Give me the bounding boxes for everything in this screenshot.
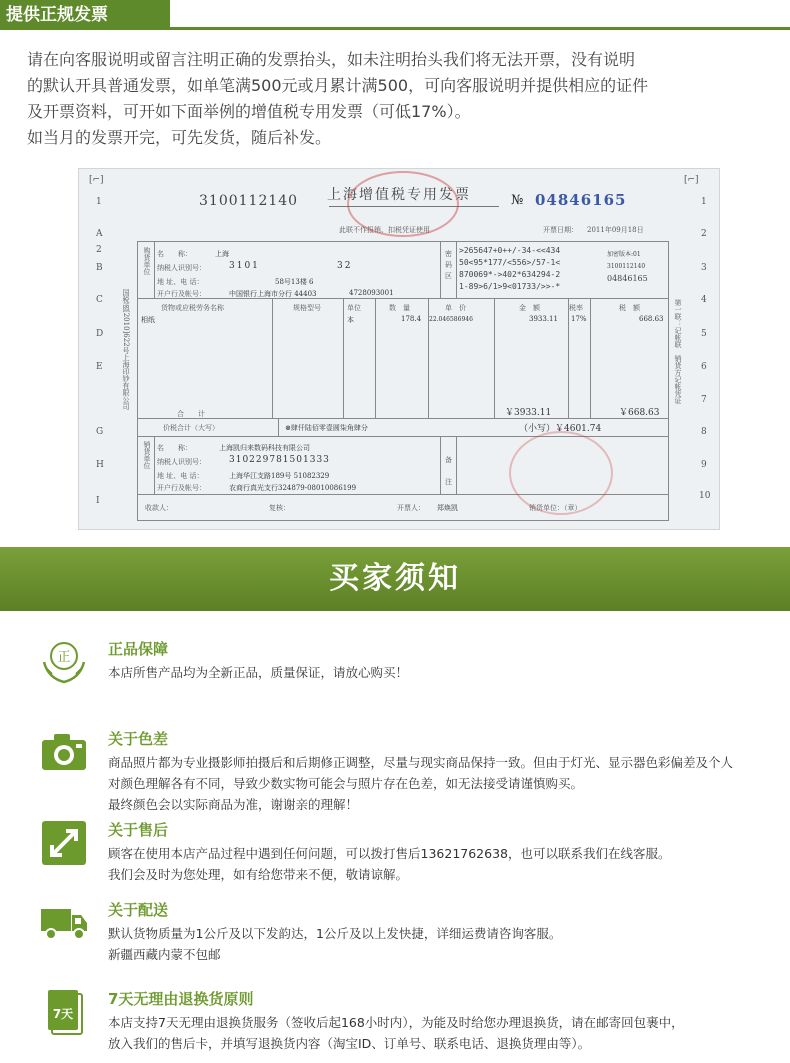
notice-color-difference (40, 728, 770, 812)
total-label: 合 计 (177, 410, 205, 418)
right-number: 10 (699, 491, 711, 501)
notice-line: 我们会及时为您处理，如有给您带来不便，敬请谅解。 (108, 867, 409, 882)
delivery-truck-icon (40, 899, 88, 947)
col-tax: 税 额 (619, 304, 640, 312)
invoice-date: 2011年09月18日 (587, 226, 644, 234)
authentic-hands-icon (40, 638, 88, 686)
camera-icon (40, 728, 88, 776)
item-tax: 668.63 (639, 315, 664, 323)
version-label: 加密版本:01 (607, 251, 641, 258)
version-code: 3100112140 (607, 263, 646, 270)
section-header (0, 0, 790, 33)
col-qty: 数 量 (389, 304, 410, 312)
notice-authentic (40, 638, 770, 698)
total-amount: ￥3933.11 (505, 408, 552, 418)
item-amount: 3933.11 (529, 315, 558, 323)
right-number: 2 (701, 229, 707, 239)
notice-line: 商品照片都为专业摄影师拍摄后和后期修正调整，尽量与现实商品保持一致。但由于灯光、显示器色彩偏差及个人 (108, 755, 734, 770)
notice-line: 默认货物质量为1公斤及以下发韵达，1公斤及以上发快捷，详细运费请咨询客服。 (108, 926, 562, 941)
intro-line: 请在向客服说明或留言注明正确的发票抬头，如未注明抬头我们将无法开票，没有说明 (27, 50, 636, 69)
drawer-label: 开票人： (397, 504, 425, 512)
buyer-side-label: 购货单位 (143, 247, 151, 275)
notice-seven-day-return (40, 988, 770, 1058)
buyer-bank-tail: 4728093001 (349, 289, 394, 297)
col-rate: 税率 (569, 304, 583, 312)
right-number: 6 (701, 362, 707, 372)
buyer-notice-banner (0, 547, 790, 611)
cipher-block (459, 245, 560, 293)
buyer-name-label: 名 称： (157, 250, 192, 258)
cipher-line: 870069*->402*634294-2 (459, 270, 561, 279)
printer-mark: 国税函[2010]622号上海印钞有限公司 (122, 289, 130, 410)
right-number: 8 (701, 427, 707, 437)
seven-day-icon-glyph: 7天 (52, 1007, 74, 1021)
buyer-tax-id: 3101 (229, 261, 260, 271)
item-name: 相纸 (141, 316, 155, 324)
grand-total-lower: （小写）￥4601.74 (519, 424, 602, 434)
left-letter: C (96, 295, 103, 305)
notice-title: 关于色差 (108, 730, 169, 748)
notice-line: 放入我们的售后卡，并填写退换货内容（淘宝ID、订单号、联系电话、退换货理由等）。 (108, 1036, 591, 1051)
version-number: 04846165 (607, 274, 648, 283)
authentic-icon-glyph: 正 (57, 650, 71, 665)
notice-body (108, 923, 768, 965)
left-letter: A (96, 229, 103, 239)
buyer-tax-label: 纳税人识别号： (157, 264, 206, 272)
version-block (607, 249, 648, 285)
left-number: 1 (96, 197, 102, 207)
intro-line: 的默认开具普通发票，如单笔满500元或月累计满500，可向客服说明并提供相应的证件 (27, 76, 649, 95)
seller-tax-id: 310229781501333 (229, 455, 330, 465)
notice-line: 对颜色理解各有不同，导致少数实物可能会与照片存在色差，如无法接受请谨慎购买。 (108, 776, 584, 791)
col-price: 单 价 (445, 304, 466, 312)
buyer-bank: 中国银行上海市分行 44403 (229, 290, 317, 298)
cipher-line: >265647+0++/-34-<<434 (459, 246, 561, 255)
buyer-name: 上海 (215, 250, 229, 258)
seller-name: 上海凯归来数码科技有限公司 (219, 444, 310, 452)
col-goods: 货物或应税劳务名称 (161, 304, 224, 312)
col-spec: 规格型号 (293, 304, 321, 312)
seller-bank-label: 开户行及帐号： (157, 484, 206, 492)
buyer-bank-label: 开户行及帐号： (157, 290, 206, 298)
left-number: 2 (96, 245, 102, 255)
item-qty: 178.4 (401, 315, 422, 323)
notice-line: 本店支持7天无理由退换货服务（签收后起168小时内），为能及时给您办理退换货，请在邮寄回包裹中， (108, 1015, 684, 1030)
buyer-tax-id-tail: 32 (337, 261, 353, 271)
notice-delivery (40, 899, 770, 969)
invoice-subtitle: 此联不作报销、扣税凭证使用 (339, 226, 430, 234)
buyer-address-label: 地 址、电 话： (157, 278, 204, 286)
notice-title: 正品保障 (108, 640, 169, 658)
right-number: 7 (701, 395, 707, 405)
section-header-line (170, 27, 790, 30)
notice-body (108, 662, 768, 683)
notice-line: 新疆西藏内蒙不包邮 (108, 947, 221, 962)
reviewer-label: 复核： (269, 504, 290, 512)
notice-body (108, 752, 768, 815)
invoice-number-prefix: № (511, 193, 524, 208)
date-label: 开票日期： (543, 226, 578, 234)
seal-label: 销货单位：（章） (529, 504, 582, 512)
copy-label: 第一联：记帐联 销货方记帐凭证 (674, 299, 682, 404)
seven-day-return-icon (40, 988, 88, 1036)
left-letter: B (96, 263, 103, 273)
left-letter: D (96, 329, 104, 339)
notice-title: 关于售后 (108, 821, 169, 839)
seller-bank: 农商行真光支行324879-08010086199 (229, 484, 357, 492)
intro-line: 如当月的发票开完，可先发货，随后补发。 (27, 128, 332, 147)
notice-title: 7天无理由退换货原则 (108, 990, 254, 1008)
cipher-label: 密码区 (445, 250, 452, 280)
banner-title: 买家须知 (329, 561, 461, 596)
corner-mark: [⌐] (684, 175, 699, 185)
item-price: 22.046586946 (429, 316, 473, 323)
seller-address: 上海华江支路189号 51082329 (229, 472, 330, 480)
col-amount: 金 额 (519, 304, 540, 312)
right-number: 1 (701, 197, 707, 207)
notice-title: 关于配送 (108, 901, 169, 919)
item-rate: 17% (571, 315, 587, 323)
left-letter: H (96, 460, 104, 470)
right-number: 3 (701, 263, 707, 273)
notice-line: 本店所售产品均为全新正品，质量保证，请放心购买！ (108, 665, 409, 680)
intro-line: 及开票资料，可开如下面举例的增值税专用发票（可低17%）。 (27, 102, 471, 121)
right-number: 5 (701, 329, 707, 339)
left-letter: G (96, 427, 104, 437)
notice-body (108, 843, 768, 885)
col-unit: 单位 (347, 304, 361, 312)
right-number: 4 (701, 295, 707, 305)
remark-label: 备注 (445, 456, 452, 486)
invoice-title: 上海增值税专用发票 (327, 187, 471, 203)
section-header-title: 提供正规发票 (0, 0, 170, 30)
grand-total-label: 价税合计（大写） (163, 424, 219, 432)
cipher-line: 50<95*177/<556>/57-1< (459, 258, 561, 267)
official-stamp (347, 171, 459, 237)
invoice-sample (78, 168, 720, 530)
left-letter: I (96, 496, 100, 506)
invoice-code: 3100112140 (199, 193, 299, 209)
seller-side-label: 销货单位 (143, 441, 151, 469)
drawer-name: 郑焕凯 (437, 504, 458, 512)
grand-total-upper: ⊗肆仟陆佰零壹圆柒角肆分 (285, 424, 368, 432)
right-number: 9 (701, 460, 707, 470)
corner-mark: [⌐] (89, 175, 104, 185)
invoice-number: 04846165 (535, 191, 627, 209)
notice-line: 顾客在使用本店产品过程中遇到任何问题，可以拨打售后13621762638，也可以联系我们在线客服。 (108, 846, 671, 861)
resize-arrow-icon (40, 819, 88, 867)
total-tax: ￥668.63 (619, 408, 660, 418)
left-letter: E (96, 362, 103, 372)
seller-address-label: 地 址、电 话： (157, 472, 204, 480)
item-unit: 本 (347, 316, 354, 324)
seller-name-label: 名 称： (157, 444, 192, 452)
payee-label: 收款人： (145, 504, 173, 512)
invoice-intro (27, 47, 767, 151)
notice-body (108, 1012, 768, 1054)
notice-after-sales (40, 819, 770, 889)
seller-tax-label: 纳税人识别号： (157, 458, 206, 466)
notice-line: 最终颜色会以实际商品为准，谢谢亲的理解！ (108, 797, 359, 812)
cipher-line: 1-89>6/1>9<01733/>>-* (459, 282, 561, 291)
buyer-address: 58号13楼 6 (275, 278, 314, 286)
